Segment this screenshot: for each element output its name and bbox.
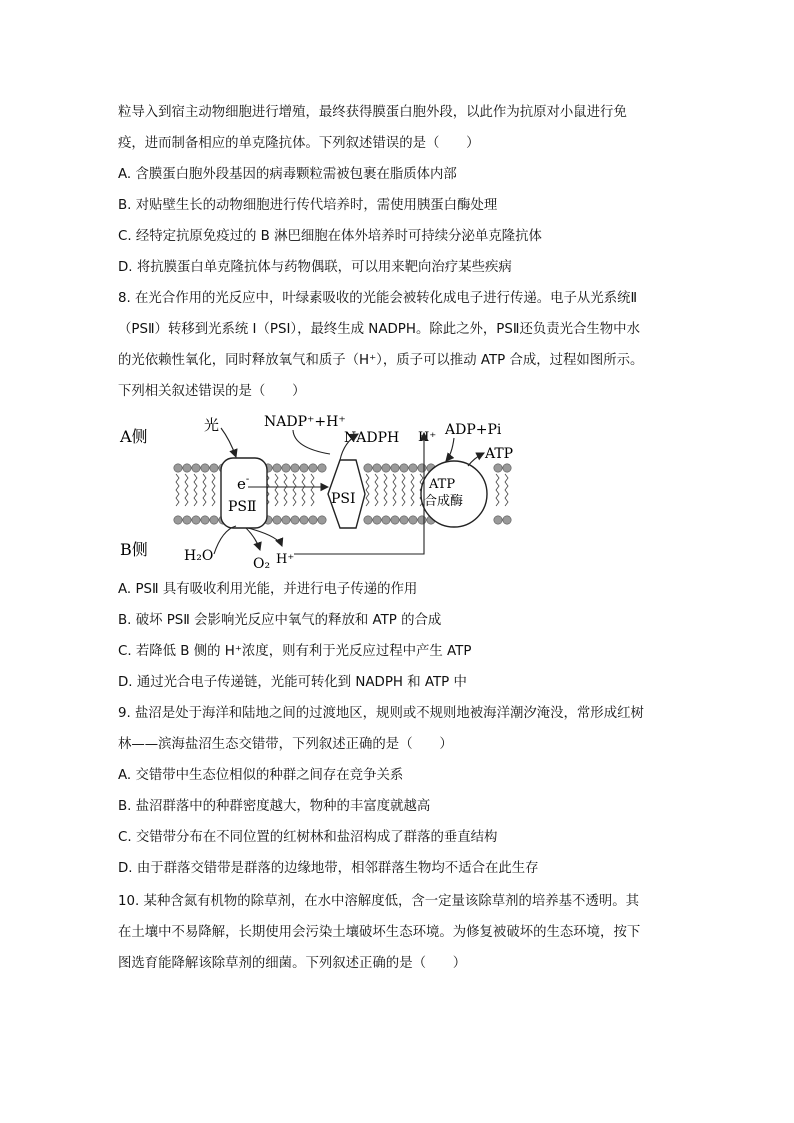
o2-label: O₂ — [253, 556, 271, 572]
q9-stem-line-2: 林——滨海盐沼生态交错带，下列叙述正确的是（ ） — [118, 737, 453, 752]
q9-option-d: D. 由于群落交错带是群落的边缘地带，相邻群落生物均不适合在此生存 — [118, 861, 539, 876]
q10-stem-line-2: 在土壤中不易降解，长期使用会污染土壤破坏生态环境。为修复被破坏的生态环境，按下 — [118, 925, 641, 940]
q9-option-c: C. 交错带分布在不同位置的红树林和盐沼构成了群落的垂直结构 — [118, 830, 498, 845]
q7-option-a: A. 含膜蛋白胞外段基因的病毒颗粒需被包裹在脂质体内部 — [118, 167, 457, 182]
atp-synthase-label-1: ATP — [429, 477, 456, 492]
q8-option-b: B. 破坏 PSⅡ 会影响光反应中氧气的释放和 ATP 的合成 — [118, 613, 442, 628]
q9-option-a: A. 交错带中生态位相似的种群之间存在竞争关系 — [118, 768, 404, 783]
q8-option-a: A. PSⅡ 具有吸收利用光能，并进行电子传递的作用 — [118, 582, 418, 597]
q7-option-c: C. 经特定抗原免疫过的 B 淋巴细胞在体外培养时可持续分泌单克隆抗体 — [118, 229, 542, 244]
q9-option-b: B. 盐沼群落中的种群密度越大，物种的丰富度就越高 — [118, 799, 431, 814]
atp-product-label: ATP — [485, 446, 514, 462]
q8-stem-line-2: （PSⅡ）转移到光系统 I（PSI），最终生成 NADPH。除此之外，PSⅡ还负责光合生物中水 — [118, 322, 640, 337]
q10-stem-line-3: 图选育能降解该除草剂的细菌。下列叙述正确的是（ ） — [118, 956, 467, 971]
atp-synthase-label-2: 合成酶 — [424, 494, 464, 509]
q7-stem-line-2: 疫，进而制备相应的单克隆抗体。下列叙述错误的是（ ） — [118, 136, 480, 151]
adp-pi-label: ADP+Pi — [445, 422, 502, 438]
q8-stem-line-1: 8. 在光合作用的光反应中，叶绿素吸收的光能会被转化成电子进行传递。电子从光系统Ⅱ — [118, 291, 638, 306]
q9-stem-line-1: 9. 盐沼是处于海洋和陆地之间的过渡地区，规则或不规则地被海洋潮汐淹没，常形成红树 — [118, 706, 644, 721]
q8-option-c: C. 若降低 B 侧的 H⁺浓度，则有利于光反应过程中产生 ATP — [118, 644, 472, 659]
side-b-label: B侧 — [120, 540, 148, 559]
ps2-label: PSⅡ — [228, 499, 257, 515]
q8-option-d: D. 通过光合电子传递链，光能可转化到 NADPH 和 ATP 中 — [118, 675, 467, 690]
q8-stem-line-3: 的光依赖性氧化，同时释放氧气和质子（H⁺），质子可以推动 ATP 合成，过程如图所示。 — [118, 353, 644, 368]
q8-stem-line-4: 下列相关叙述错误的是（ ） — [118, 384, 306, 399]
ps1-label: PSⅠ — [331, 491, 356, 507]
q7-option-b: B. 对贴壁生长的动物细胞进行传代培养时，需使用胰蛋白酶处理 — [118, 198, 498, 213]
h-plus-top-label: H⁺ — [418, 430, 437, 445]
photosynthesis-membrane-diagram — [118, 408, 528, 578]
q10-stem-line-1: 10. 某种含氮有机物的除草剂，在水中溶解度低，含一定量该除草剂的培养基不透明。其 — [118, 894, 640, 909]
electron-label: e- — [237, 474, 250, 493]
nadph-label: NADPH — [344, 430, 400, 446]
side-a-label: A侧 — [120, 427, 148, 446]
light-label: 光 — [204, 416, 220, 434]
q7-stem-line-1: 粒导入到宿主动物细胞进行增殖，最终获得膜蛋白胞外段，以此作为抗原对小鼠进行免 — [118, 105, 627, 120]
q7-option-d: D. 将抗膜蛋白单克隆抗体与药物偶联，可以用来靶向治疗某些疾病 — [118, 260, 512, 275]
h2o-label: H₂O — [184, 548, 214, 564]
h-plus-bottom-label: H⁺ — [276, 552, 295, 567]
nadp-label: NADP⁺+H⁺ — [264, 414, 346, 430]
ps2-complex — [221, 458, 267, 528]
